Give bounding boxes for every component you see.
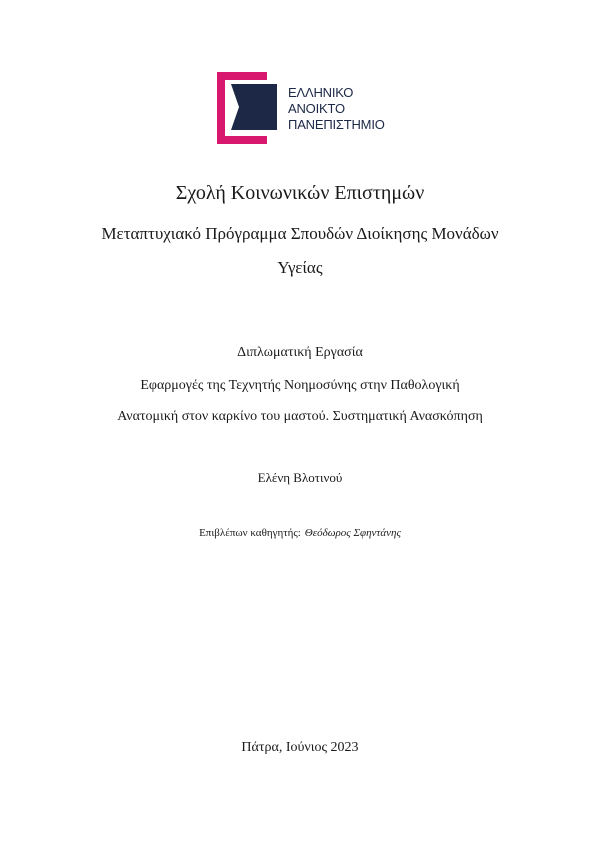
- logo-line-1: ΕΛΛΗΝΙΚΟ: [288, 85, 354, 100]
- school-name: Σχολή Κοινωνικών Επιστημών: [175, 182, 425, 204]
- program-name-line-2: Υγείας: [277, 258, 323, 277]
- program-name-line-1: Μεταπτυχιακό Πρόγραμμα Σπουδών Διοίκησης Μονάδων: [101, 224, 499, 243]
- logo-wordmark: [288, 85, 385, 133]
- logo-line-3: ΠΑΝΕΠΙΣΤΗΜΙΟ: [288, 117, 385, 132]
- place-and-date: Πάτρα, Ιούνιος 2023: [241, 740, 359, 755]
- author-name: Ελένη Βλοτινού: [257, 470, 343, 485]
- supervisor-name: Θεόδωρος Σφηντάνης: [304, 527, 401, 539]
- thesis-title-line-2: Ανατομική στον καρκίνο του μαστού. Συστηματική Ανασκόπηση: [117, 409, 483, 424]
- supervisor-label: Επιβλέπων καθηγητής:: [199, 527, 301, 539]
- thesis-title-line-1: Εφαρμογές της Τεχνητής Νοημοσύνης στην Παθολογική: [140, 378, 460, 393]
- supervisor-line: [0, 527, 600, 539]
- university-logo: [217, 72, 407, 144]
- logo-emblem-icon: [217, 72, 289, 144]
- logo-line-2: ΑΝΟΙΚΤΟ: [288, 101, 345, 116]
- document-type: Διπλωματική Εργασία: [237, 345, 363, 360]
